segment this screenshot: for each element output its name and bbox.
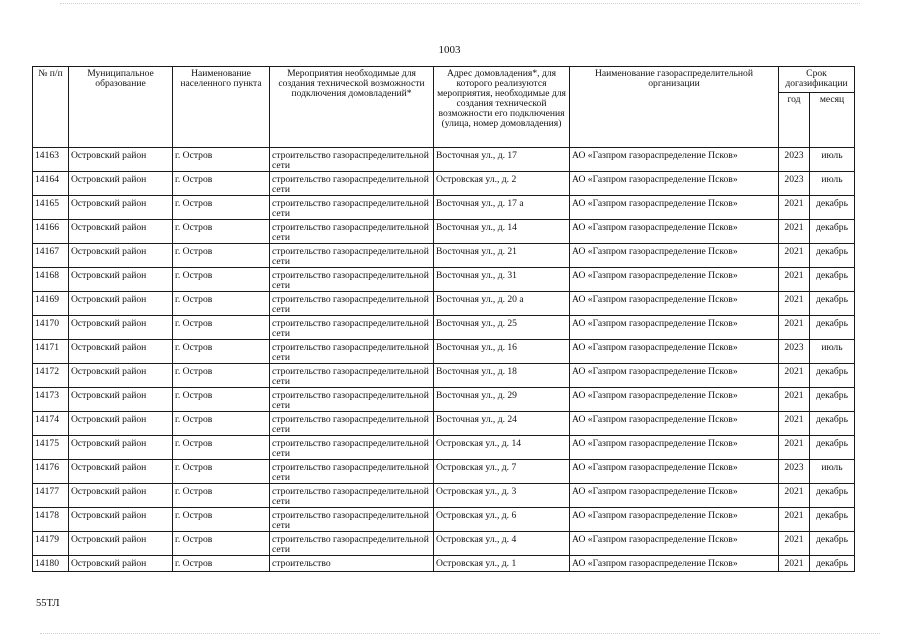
header-year: год	[779, 93, 810, 148]
cell-month: декабрь	[810, 292, 855, 316]
cell-organization: АО «Газпром газораспределение Псков»	[570, 316, 779, 340]
cell-settlement: г. Остров	[173, 532, 270, 556]
cell-month: декабрь	[810, 484, 855, 508]
header-num: № п/п	[33, 67, 69, 148]
cell-organization: АО «Газпром газораспределение Псков»	[570, 460, 779, 484]
header-measures: Мероприятия необходимые для создания технической возможности подключения домовладений*	[270, 67, 434, 148]
cell-settlement: г. Остров	[173, 340, 270, 364]
cell-month: декабрь	[810, 532, 855, 556]
cell-municipality: Островский район	[69, 412, 173, 436]
cell-settlement: г. Остров	[173, 484, 270, 508]
cell-municipality: Островский район	[69, 556, 173, 572]
cell-address: Восточная ул., д. 25	[434, 316, 570, 340]
cell-month: декабрь	[810, 556, 855, 572]
table-row	[33, 436, 855, 460]
cell-month: декабрь	[810, 412, 855, 436]
cell-year: 2021	[779, 508, 810, 532]
header-settlement: Наименование населенного пункта	[173, 67, 270, 148]
cell-num: 14170	[33, 316, 69, 340]
table-row	[33, 340, 855, 364]
table-row	[33, 388, 855, 412]
cell-num: 14164	[33, 172, 69, 196]
cell-year: 2023	[779, 148, 810, 172]
cell-month: декабрь	[810, 316, 855, 340]
cell-num: 14169	[33, 292, 69, 316]
cell-municipality: Островский район	[69, 388, 173, 412]
cell-settlement: г. Остров	[173, 508, 270, 532]
cell-num: 14168	[33, 268, 69, 292]
cell-settlement: г. Остров	[173, 388, 270, 412]
table-row	[33, 412, 855, 436]
cell-num: 14175	[33, 436, 69, 460]
cell-settlement: г. Остров	[173, 268, 270, 292]
table-row	[33, 460, 855, 484]
cell-month: декабрь	[810, 244, 855, 268]
cell-month: декабрь	[810, 436, 855, 460]
cell-address: Островская ул., д. 4	[434, 532, 570, 556]
cell-year: 2021	[779, 412, 810, 436]
table-row	[33, 316, 855, 340]
cell-settlement: г. Остров	[173, 220, 270, 244]
cell-address: Островская ул., д. 7	[434, 460, 570, 484]
cell-address: Восточная ул., д. 24	[434, 412, 570, 436]
cell-measures: строительство газораспределительной сети	[270, 532, 434, 556]
cell-organization: АО «Газпром газораспределение Псков»	[570, 556, 779, 572]
cell-num: 14165	[33, 196, 69, 220]
table-row	[33, 172, 855, 196]
cell-num: 14167	[33, 244, 69, 268]
cell-municipality: Островский район	[69, 148, 173, 172]
table-row	[33, 148, 855, 172]
cell-year: 2021	[779, 556, 810, 572]
cell-num: 14179	[33, 532, 69, 556]
cell-municipality: Островский район	[69, 220, 173, 244]
cell-year: 2023	[779, 340, 810, 364]
cell-year: 2021	[779, 532, 810, 556]
table-row	[33, 484, 855, 508]
cell-year: 2021	[779, 388, 810, 412]
cell-year: 2023	[779, 172, 810, 196]
table-row	[33, 292, 855, 316]
header-term: Срок догазификации	[779, 67, 855, 93]
cell-address: Островская ул., д. 14	[434, 436, 570, 460]
cell-year: 2021	[779, 316, 810, 340]
cell-settlement: г. Остров	[173, 460, 270, 484]
cell-month: июль	[810, 172, 855, 196]
cell-num: 14174	[33, 412, 69, 436]
cell-address: Островская ул., д. 1	[434, 556, 570, 572]
cell-organization: АО «Газпром газораспределение Псков»	[570, 196, 779, 220]
cell-settlement: г. Остров	[173, 196, 270, 220]
cell-municipality: Островский район	[69, 172, 173, 196]
cell-organization: АО «Газпром газораспределение Псков»	[570, 388, 779, 412]
cell-month: декабрь	[810, 268, 855, 292]
footer-code: 55ТЛ	[36, 598, 60, 609]
cell-num: 14171	[33, 340, 69, 364]
cell-municipality: Островский район	[69, 508, 173, 532]
scan-noise-bottom	[40, 633, 880, 636]
table-row	[33, 508, 855, 532]
cell-organization: АО «Газпром газораспределение Псков»	[570, 484, 779, 508]
cell-municipality: Островский район	[69, 244, 173, 268]
cell-municipality: Островский район	[69, 316, 173, 340]
table-body	[33, 148, 855, 572]
cell-month: июль	[810, 460, 855, 484]
table-row	[33, 244, 855, 268]
cell-measures: строительство газораспределительной сети	[270, 220, 434, 244]
cell-measures: строительство газораспределительной сети	[270, 292, 434, 316]
cell-measures: строительство газораспределительной сети	[270, 484, 434, 508]
cell-settlement: г. Остров	[173, 364, 270, 388]
cell-address: Восточная ул., д. 29	[434, 388, 570, 412]
cell-measures: строительство газораспределительной сети	[270, 196, 434, 220]
cell-organization: АО «Газпром газораспределение Псков»	[570, 244, 779, 268]
cell-num: 14172	[33, 364, 69, 388]
cell-municipality: Островский район	[69, 460, 173, 484]
cell-settlement: г. Остров	[173, 172, 270, 196]
cell-month: декабрь	[810, 196, 855, 220]
cell-month: декабрь	[810, 364, 855, 388]
cell-settlement: г. Остров	[173, 412, 270, 436]
cell-address: Островская ул., д. 3	[434, 484, 570, 508]
cell-measures: строительство газораспределительной сети	[270, 316, 434, 340]
table-row	[33, 196, 855, 220]
cell-municipality: Островский район	[69, 436, 173, 460]
cell-address: Восточная ул., д. 31	[434, 268, 570, 292]
cell-settlement: г. Остров	[173, 316, 270, 340]
cell-num: 14176	[33, 460, 69, 484]
cell-measures: строительство газораспределительной сети	[270, 436, 434, 460]
cell-measures: строительство газораспределительной сети	[270, 460, 434, 484]
cell-month: декабрь	[810, 220, 855, 244]
cell-municipality: Островский район	[69, 292, 173, 316]
cell-address: Восточная ул., д. 16	[434, 340, 570, 364]
cell-settlement: г. Остров	[173, 148, 270, 172]
cell-organization: АО «Газпром газораспределение Псков»	[570, 268, 779, 292]
cell-year: 2021	[779, 244, 810, 268]
cell-organization: АО «Газпром газораспределение Псков»	[570, 412, 779, 436]
header-municipality: Муниципальное образование	[69, 67, 173, 148]
cell-month: декабрь	[810, 508, 855, 532]
cell-measures: строительство газораспределительной сети	[270, 244, 434, 268]
header-organization: Наименование газораспределительной организации	[570, 67, 779, 148]
cell-organization: АО «Газпром газораспределение Псков»	[570, 220, 779, 244]
scan-noise-top	[60, 3, 860, 6]
cell-measures: строительство газораспределительной сети	[270, 268, 434, 292]
table-header	[33, 67, 855, 148]
cell-measures: строительство газораспределительной сети	[270, 364, 434, 388]
cell-num: 14163	[33, 148, 69, 172]
cell-organization: АО «Газпром газораспределение Псков»	[570, 364, 779, 388]
cell-settlement: г. Остров	[173, 556, 270, 572]
cell-measures: строительство газораспределительной сети	[270, 412, 434, 436]
cell-measures: строительство газораспределительной сети	[270, 172, 434, 196]
cell-num: 14173	[33, 388, 69, 412]
cell-organization: АО «Газпром газораспределение Псков»	[570, 532, 779, 556]
cell-organization: АО «Газпром газораспределение Псков»	[570, 340, 779, 364]
cell-measures: строительство газораспределительной сети	[270, 388, 434, 412]
cell-municipality: Островский район	[69, 484, 173, 508]
cell-settlement: г. Остров	[173, 244, 270, 268]
cell-address: Восточная ул., д. 14	[434, 220, 570, 244]
cell-year: 2023	[779, 460, 810, 484]
cell-year: 2021	[779, 268, 810, 292]
cell-num: 14177	[33, 484, 69, 508]
page-number: 1003	[438, 44, 461, 56]
table-row	[33, 268, 855, 292]
table-row	[33, 532, 855, 556]
cell-organization: АО «Газпром газораспределение Псков»	[570, 508, 779, 532]
cell-year: 2021	[779, 292, 810, 316]
cell-organization: АО «Газпром газораспределение Псков»	[570, 148, 779, 172]
cell-settlement: г. Остров	[173, 292, 270, 316]
cell-address: Островская ул., д. 2	[434, 172, 570, 196]
cell-num: 14166	[33, 220, 69, 244]
cell-address: Островская ул., д. 6	[434, 508, 570, 532]
cell-measures: строительство газораспределительной сети	[270, 148, 434, 172]
cell-month: июль	[810, 340, 855, 364]
header-month: месяц	[810, 93, 855, 148]
cell-measures: строительство	[270, 556, 434, 572]
cell-month: июль	[810, 148, 855, 172]
cell-address: Восточная ул., д. 18	[434, 364, 570, 388]
cell-settlement: г. Остров	[173, 436, 270, 460]
cell-address: Восточная ул., д. 20 а	[434, 292, 570, 316]
cell-month: декабрь	[810, 388, 855, 412]
cell-municipality: Островский район	[69, 364, 173, 388]
cell-organization: АО «Газпром газораспределение Псков»	[570, 436, 779, 460]
cell-num: 14178	[33, 508, 69, 532]
cell-year: 2021	[779, 436, 810, 460]
cell-municipality: Островский район	[69, 340, 173, 364]
header-address: Адрес домовладения*, для которого реализуются мероприятия, необходимые для создания технической возможности его подключения (улица, номер домовладения)	[434, 67, 570, 148]
table-row	[33, 364, 855, 388]
cell-measures: строительство газораспределительной сети	[270, 508, 434, 532]
table-row	[33, 556, 855, 572]
cell-address: Восточная ул., д. 17	[434, 148, 570, 172]
cell-municipality: Островский район	[69, 196, 173, 220]
cell-year: 2021	[779, 484, 810, 508]
cell-municipality: Островский район	[69, 532, 173, 556]
gasification-table	[32, 66, 855, 572]
cell-year: 2021	[779, 196, 810, 220]
cell-num: 14180	[33, 556, 69, 572]
cell-organization: АО «Газпром газораспределение Псков»	[570, 172, 779, 196]
cell-address: Восточная ул., д. 17 а	[434, 196, 570, 220]
cell-year: 2021	[779, 220, 810, 244]
cell-municipality: Островский район	[69, 268, 173, 292]
cell-year: 2021	[779, 364, 810, 388]
table-row	[33, 220, 855, 244]
cell-organization: АО «Газпром газораспределение Псков»	[570, 292, 779, 316]
cell-measures: строительство газораспределительной сети	[270, 340, 434, 364]
cell-address: Восточная ул., д. 21	[434, 244, 570, 268]
